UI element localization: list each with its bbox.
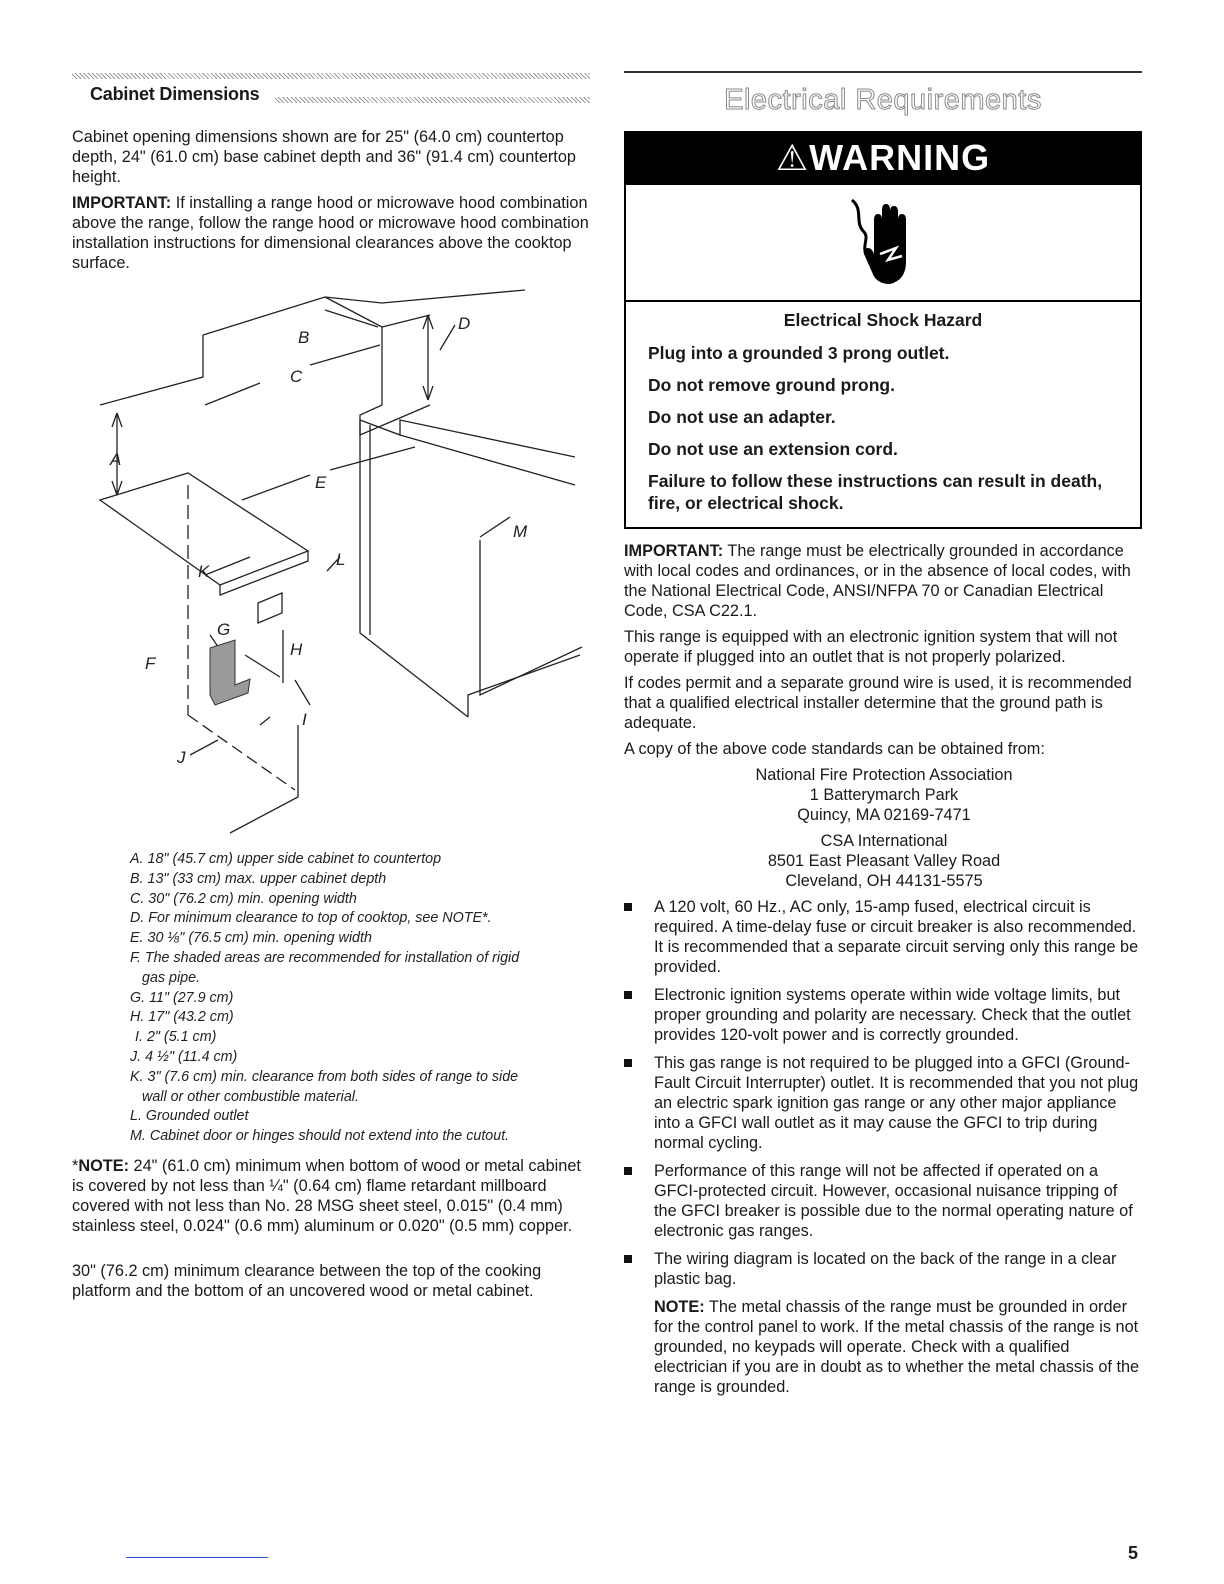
label-d: D (458, 314, 471, 333)
right-cabinet-side (480, 540, 582, 695)
intro-paragraph: Cabinet opening dimensions shown are for 25" (64.0 cm) countertop depth, 24" (61.0 cm) base cabinet depth and 36" (91.4 cm) countertop height. (72, 128, 576, 186)
section-heading-cabinet-dimensions: Cabinet Dimensions (90, 84, 260, 104)
label-e: E (315, 473, 327, 492)
dim-j (190, 740, 218, 755)
legend-item: D. For minimum clearance to top of cooktop, see NOTE*. (130, 910, 492, 927)
outlet-box (258, 593, 282, 623)
label-k: K (198, 562, 210, 581)
dim-g-arrow (245, 655, 280, 677)
list-item: The wiring diagram is located on the back of the range in a clear plastic bag. (624, 1249, 1144, 1289)
hazard-instructions (648, 342, 1128, 524)
section-heading-electrical-requirements: Electrical Requirements (724, 84, 1042, 116)
right-countertop-edge (400, 435, 575, 485)
ground-wire-paragraph: If codes permit and a separate ground wire is used, it is recommended that a qualified electrical installer determine that the ground path is adequate. (624, 674, 1132, 732)
label-i: I (302, 710, 307, 729)
label-h: H (290, 640, 303, 659)
dim-e-left (242, 475, 310, 500)
legend-item: B. 13" (33 cm) max. upper cabinet depth (130, 870, 387, 887)
legend-item: J. 4 ½" (11.4 cm) (130, 1048, 238, 1065)
list-item: A 120 volt, 60 Hz., AC only, 15-amp fused, electrical circuit is required. A time-delay fuse or circuit breaker is also recommended. It is recommended that a separate circuit serving only this range be provided. (624, 897, 1144, 977)
bullet-square-icon (624, 991, 632, 999)
polarity-paragraph: This range is equipped with an electronic ignition system that will not operate if plugged into an outlet that is not properly polarized. (624, 628, 1118, 666)
upper-cabinet-top-edge (203, 290, 525, 335)
label-m: M (513, 522, 528, 541)
label-g: G (217, 620, 231, 639)
requirements-list (624, 897, 1144, 1289)
legend-item: I. 2" (5.1 cm) (135, 1029, 217, 1046)
heading-underline (275, 97, 590, 103)
label-j: J (177, 748, 186, 767)
label-a: A (110, 450, 122, 469)
legend-item: L. Grounded outlet (130, 1108, 249, 1125)
legend-item: H. 17" (43.2 cm) (130, 1009, 234, 1026)
important-paragraph (72, 193, 592, 273)
floor-dashed (188, 715, 295, 790)
diagram-legend (130, 850, 580, 1147)
hazard-line: Do not use an adapter. (648, 407, 836, 427)
code-standards-paragraph: A copy of the above code standards can be obtained from: (624, 740, 1045, 758)
hazard-line: Failure to follow these instructions can result in death, fire, or electrical shock. (648, 471, 1103, 513)
legend-item: M. Cabinet door or hinges should not extend into the cutout. (130, 1128, 510, 1145)
warning-title: ⚠WARNING (775, 137, 991, 178)
legend-item: F. The shaded areas are recommended for installation of rigid gas pipe. (130, 949, 520, 986)
bullet-square-icon (624, 1167, 632, 1175)
important-label: IMPORTANT: (72, 194, 172, 212)
floor-line (230, 725, 298, 833)
address-block: National Fire Protection Association 1 Batterymarch Park Quincy, MA 02169-7471 CSA International 8501 East Pleasant Valley Road Cleveland, OH 44131-5575 (755, 766, 1013, 890)
electrical-body (624, 541, 1144, 1403)
heading-rule (624, 71, 1142, 73)
countertop-edge (220, 551, 308, 595)
important-paragraph: IMPORTANT: The range must be electrically grounded in accordance with local codes and ordinances, or in the absence of local codes, with the National Electrical Code, ANSI/NFPA 70 or Canadian Electrical Code, CSA C22.1. (624, 542, 1131, 620)
legend-item: C. 30" (76.2 cm) min. opening width (130, 890, 357, 907)
gas-pipe-shaded-area (210, 640, 250, 705)
label-f: F (145, 654, 156, 673)
note-paragraph: *NOTE: 24" (61.0 cm) minimum when bottom of wood or metal cabinet is covered by not less than ¼" (0.64 cm) flame retardant millboard covered with not less than No. 28 MSG sheet steel, 0.015" (0.4 mm) stainless steel, 0.024" (0.6 mm) aluminum or 0.020" (0.5 mm) copper. (72, 1157, 581, 1235)
label-c: C (290, 367, 303, 386)
bullet-square-icon (624, 903, 632, 911)
dim-m (480, 517, 510, 537)
hazard-line: Plug into a grounded 3 prong outlet. (648, 343, 950, 363)
right-cabinet-front (360, 420, 468, 717)
important-text: If installing a range hood or microwave hood combination above the range, follow the range hood or microwave hood combination installation instructions for dimensional clearances above the cooktop surface. (72, 194, 589, 272)
note-paragraph: NOTE: The metal chassis of the range must be grounded in order for the control panel to work. If the metal chassis of the range is not grounded, no keypads will operate. Check with a qualified electrician if you are in doubt as to whether the metal chassis of the range is grounded. (654, 1298, 1140, 1396)
right-countertop-top (360, 420, 575, 457)
electrical-shock-hand-icon (846, 192, 916, 290)
note-label: NOTE: (78, 1157, 129, 1175)
footer-line (126, 1557, 268, 1558)
dim-e-right (330, 447, 415, 470)
list-item: Electronic ignition systems operate within wide voltage limits, but proper grounding and polarity are necessary. Check that the outlet provides 120-volt power and is correctly grounded. (624, 985, 1144, 1045)
dim-k (205, 557, 250, 575)
legend-item: K. 3" (7.6 cm) min. clearance from both sides of range to side wall or other combustible material. (130, 1068, 519, 1105)
page-number: 5 (1128, 1543, 1139, 1563)
upper-cabinet-left-edge (100, 335, 203, 405)
legend-item: E. 30 ⅛" (76.5 cm) min. opening width (130, 930, 372, 947)
clearance-paragraph: 30" (76.2 cm) minimum clearance between the top of the cooking platform and the bottom of an uncovered wood or metal cabinet. (72, 1262, 542, 1300)
legend-item: A. 18" (45.7 cm) upper side cabinet to countertop (130, 851, 442, 867)
legend-item: G. 11" (27.9 cm) (130, 989, 234, 1006)
list-item: Performance of this range will not be affected if operated on a GFCI-protected circuit. However, occasional nuisance tripping of the GFCI breaker is possible due to the normal operating nature of electronic gas ranges. (624, 1161, 1144, 1241)
hazard-line: Do not use an extension cord. (648, 439, 898, 459)
upper-cabinet-bottom (382, 315, 430, 327)
bullet-square-icon (624, 1059, 632, 1067)
cabinet-dimensions-diagram (70, 285, 600, 840)
dim-b (325, 310, 378, 327)
right-cabinet-base (468, 655, 580, 717)
hazard-title: Electrical Shock Hazard (783, 310, 983, 330)
cabinet-diagram-svg (70, 285, 600, 840)
bullet-square-icon (624, 1255, 632, 1263)
heading-rule (72, 73, 590, 79)
list-item: This gas range is not required to be plugged into a GFCI (Ground-Fault Circuit Interrupter) outlet. It is recommended that you not plug an electric spark ignition gas range or any other major appliance into a GFCI wall outlet as it may cause the GFCI to trip during normal cycling. (624, 1053, 1144, 1153)
dim-c-right (310, 345, 380, 365)
hazard-line: Do not remove ground prong. (648, 375, 895, 395)
dim-d-leader (440, 325, 455, 350)
dim-c-left (205, 383, 260, 405)
label-l: L (336, 550, 346, 569)
label-b: B (298, 328, 310, 347)
warning-divider (626, 300, 1140, 302)
